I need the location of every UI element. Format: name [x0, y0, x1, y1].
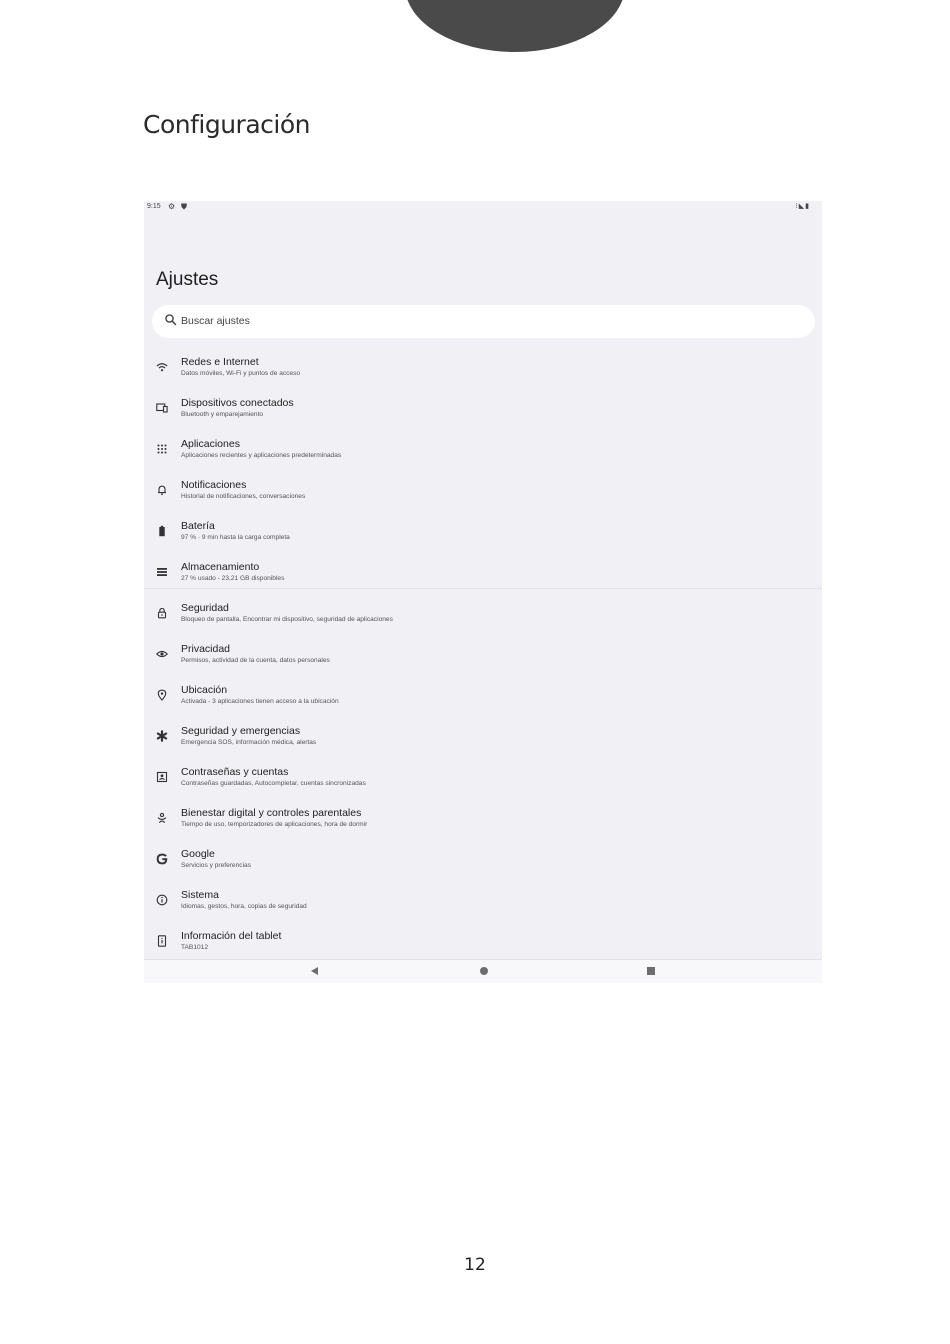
- item-subtitle: Idiomas, gestos, hora, copias de seguridad: [181, 903, 307, 910]
- signal-battery-icons: ⁝◣▮: [795, 203, 810, 210]
- info-icon: [155, 893, 169, 907]
- page-number: 12: [464, 1255, 486, 1275]
- settings-item-location[interactable]: [144, 679, 822, 720]
- item-subtitle: 97 % · 9 min hasta la carga completa: [181, 534, 290, 541]
- settings-item-digital-wellbeing[interactable]: [144, 802, 822, 843]
- item-title: Privacidad: [181, 643, 231, 655]
- item-subtitle: Contraseñas guardadas, Autocompletar, cuentas sincronizadas: [181, 780, 366, 787]
- navigation-bar: [144, 959, 822, 983]
- status-time: 9:15: [147, 203, 161, 210]
- settings-title: Ajustes: [156, 269, 219, 290]
- settings-item-apps[interactable]: [144, 433, 822, 474]
- item-subtitle: Tiempo de uso, temporizadores de aplicaciones, hora de dormir: [181, 821, 368, 828]
- wellbeing-icon: [155, 811, 169, 825]
- item-title: Almacenamiento: [181, 561, 260, 573]
- item-title: Batería: [181, 520, 215, 532]
- item-title: Notificaciones: [181, 479, 247, 491]
- decorative-top-tab: [405, 0, 625, 52]
- item-subtitle: Datos móviles, Wi-Fi y puntos de acceso: [181, 370, 301, 377]
- settings-item-connected-devices[interactable]: [144, 392, 822, 433]
- item-subtitle: 27 % usado - 23,21 GB disponibles: [181, 575, 285, 582]
- item-subtitle: Bluetooth y emparejamiento: [181, 411, 264, 418]
- item-subtitle: Permisos, actividad de la cuenta, datos personales: [181, 657, 330, 664]
- item-title: Seguridad y emergencias: [181, 725, 301, 737]
- recents-icon[interactable]: [647, 967, 655, 975]
- item-subtitle: Historial de notificaciones, conversaciones: [181, 493, 306, 500]
- item-title: Sistema: [181, 889, 219, 901]
- settings-item-google[interactable]: [144, 843, 822, 884]
- settings-item-notifications[interactable]: [144, 474, 822, 515]
- settings-item-safety-emergency[interactable]: [144, 720, 822, 761]
- item-title: Ubicación: [181, 684, 228, 696]
- settings-screenshot: [144, 201, 822, 983]
- google-icon: [155, 852, 169, 866]
- item-subtitle: TAB1012: [181, 944, 209, 951]
- lock-icon: [155, 606, 169, 620]
- item-subtitle: Emergencia SOS, información médica, alertas: [181, 739, 317, 746]
- gear-icon: ⚙: [168, 202, 176, 211]
- wifi-icon: [155, 360, 169, 374]
- settings-item-system[interactable]: [144, 884, 822, 925]
- apps-grid-icon: [155, 442, 169, 456]
- privacy-eye-icon: [155, 647, 169, 661]
- status-bar: [144, 201, 822, 215]
- home-icon[interactable]: [480, 967, 488, 975]
- item-subtitle: Aplicaciones recientes y aplicaciones predeterminadas: [181, 452, 342, 459]
- back-icon[interactable]: [311, 967, 318, 975]
- settings-item-battery[interactable]: [144, 515, 822, 556]
- item-title: Aplicaciones: [181, 438, 240, 450]
- item-title: Redes e Internet: [181, 356, 259, 368]
- document-heading: Configuración: [143, 110, 310, 139]
- location-pin-icon: [155, 688, 169, 702]
- item-title: Seguridad: [181, 602, 229, 614]
- item-title: Información del tablet: [181, 930, 282, 942]
- item-subtitle: Servicios y preferencias: [181, 862, 251, 869]
- settings-item-storage[interactable]: [144, 556, 822, 597]
- search-placeholder: Buscar ajustes: [181, 315, 250, 327]
- item-title: Dispositivos conectados: [181, 397, 294, 409]
- battery-icon: [155, 524, 169, 538]
- shield-icon: ⛊: [181, 202, 187, 211]
- item-title: Google: [181, 848, 215, 860]
- storage-icon: [155, 565, 169, 579]
- emergency-asterisk-icon: [155, 729, 169, 743]
- accounts-icon: [155, 770, 169, 784]
- search-icon: [164, 313, 178, 327]
- search-input[interactable]: [152, 305, 815, 338]
- settings-item-passwords-accounts[interactable]: [144, 761, 822, 802]
- settings-item-network[interactable]: [144, 351, 822, 392]
- connected-devices-icon: [155, 401, 169, 415]
- bell-icon: [155, 483, 169, 497]
- tablet-info-icon: [155, 934, 169, 948]
- item-title: Contraseñas y cuentas: [181, 766, 289, 778]
- settings-item-privacy[interactable]: [144, 638, 822, 679]
- item-title: Bienestar digital y controles parentales: [181, 807, 362, 819]
- item-subtitle: Activada - 3 aplicaciones tienen acceso a la ubicación: [181, 698, 339, 705]
- item-subtitle: Bloqueo de pantalla, Encontrar mi dispositivo, seguridad de aplicaciones: [181, 616, 393, 623]
- settings-item-security[interactable]: [144, 597, 822, 638]
